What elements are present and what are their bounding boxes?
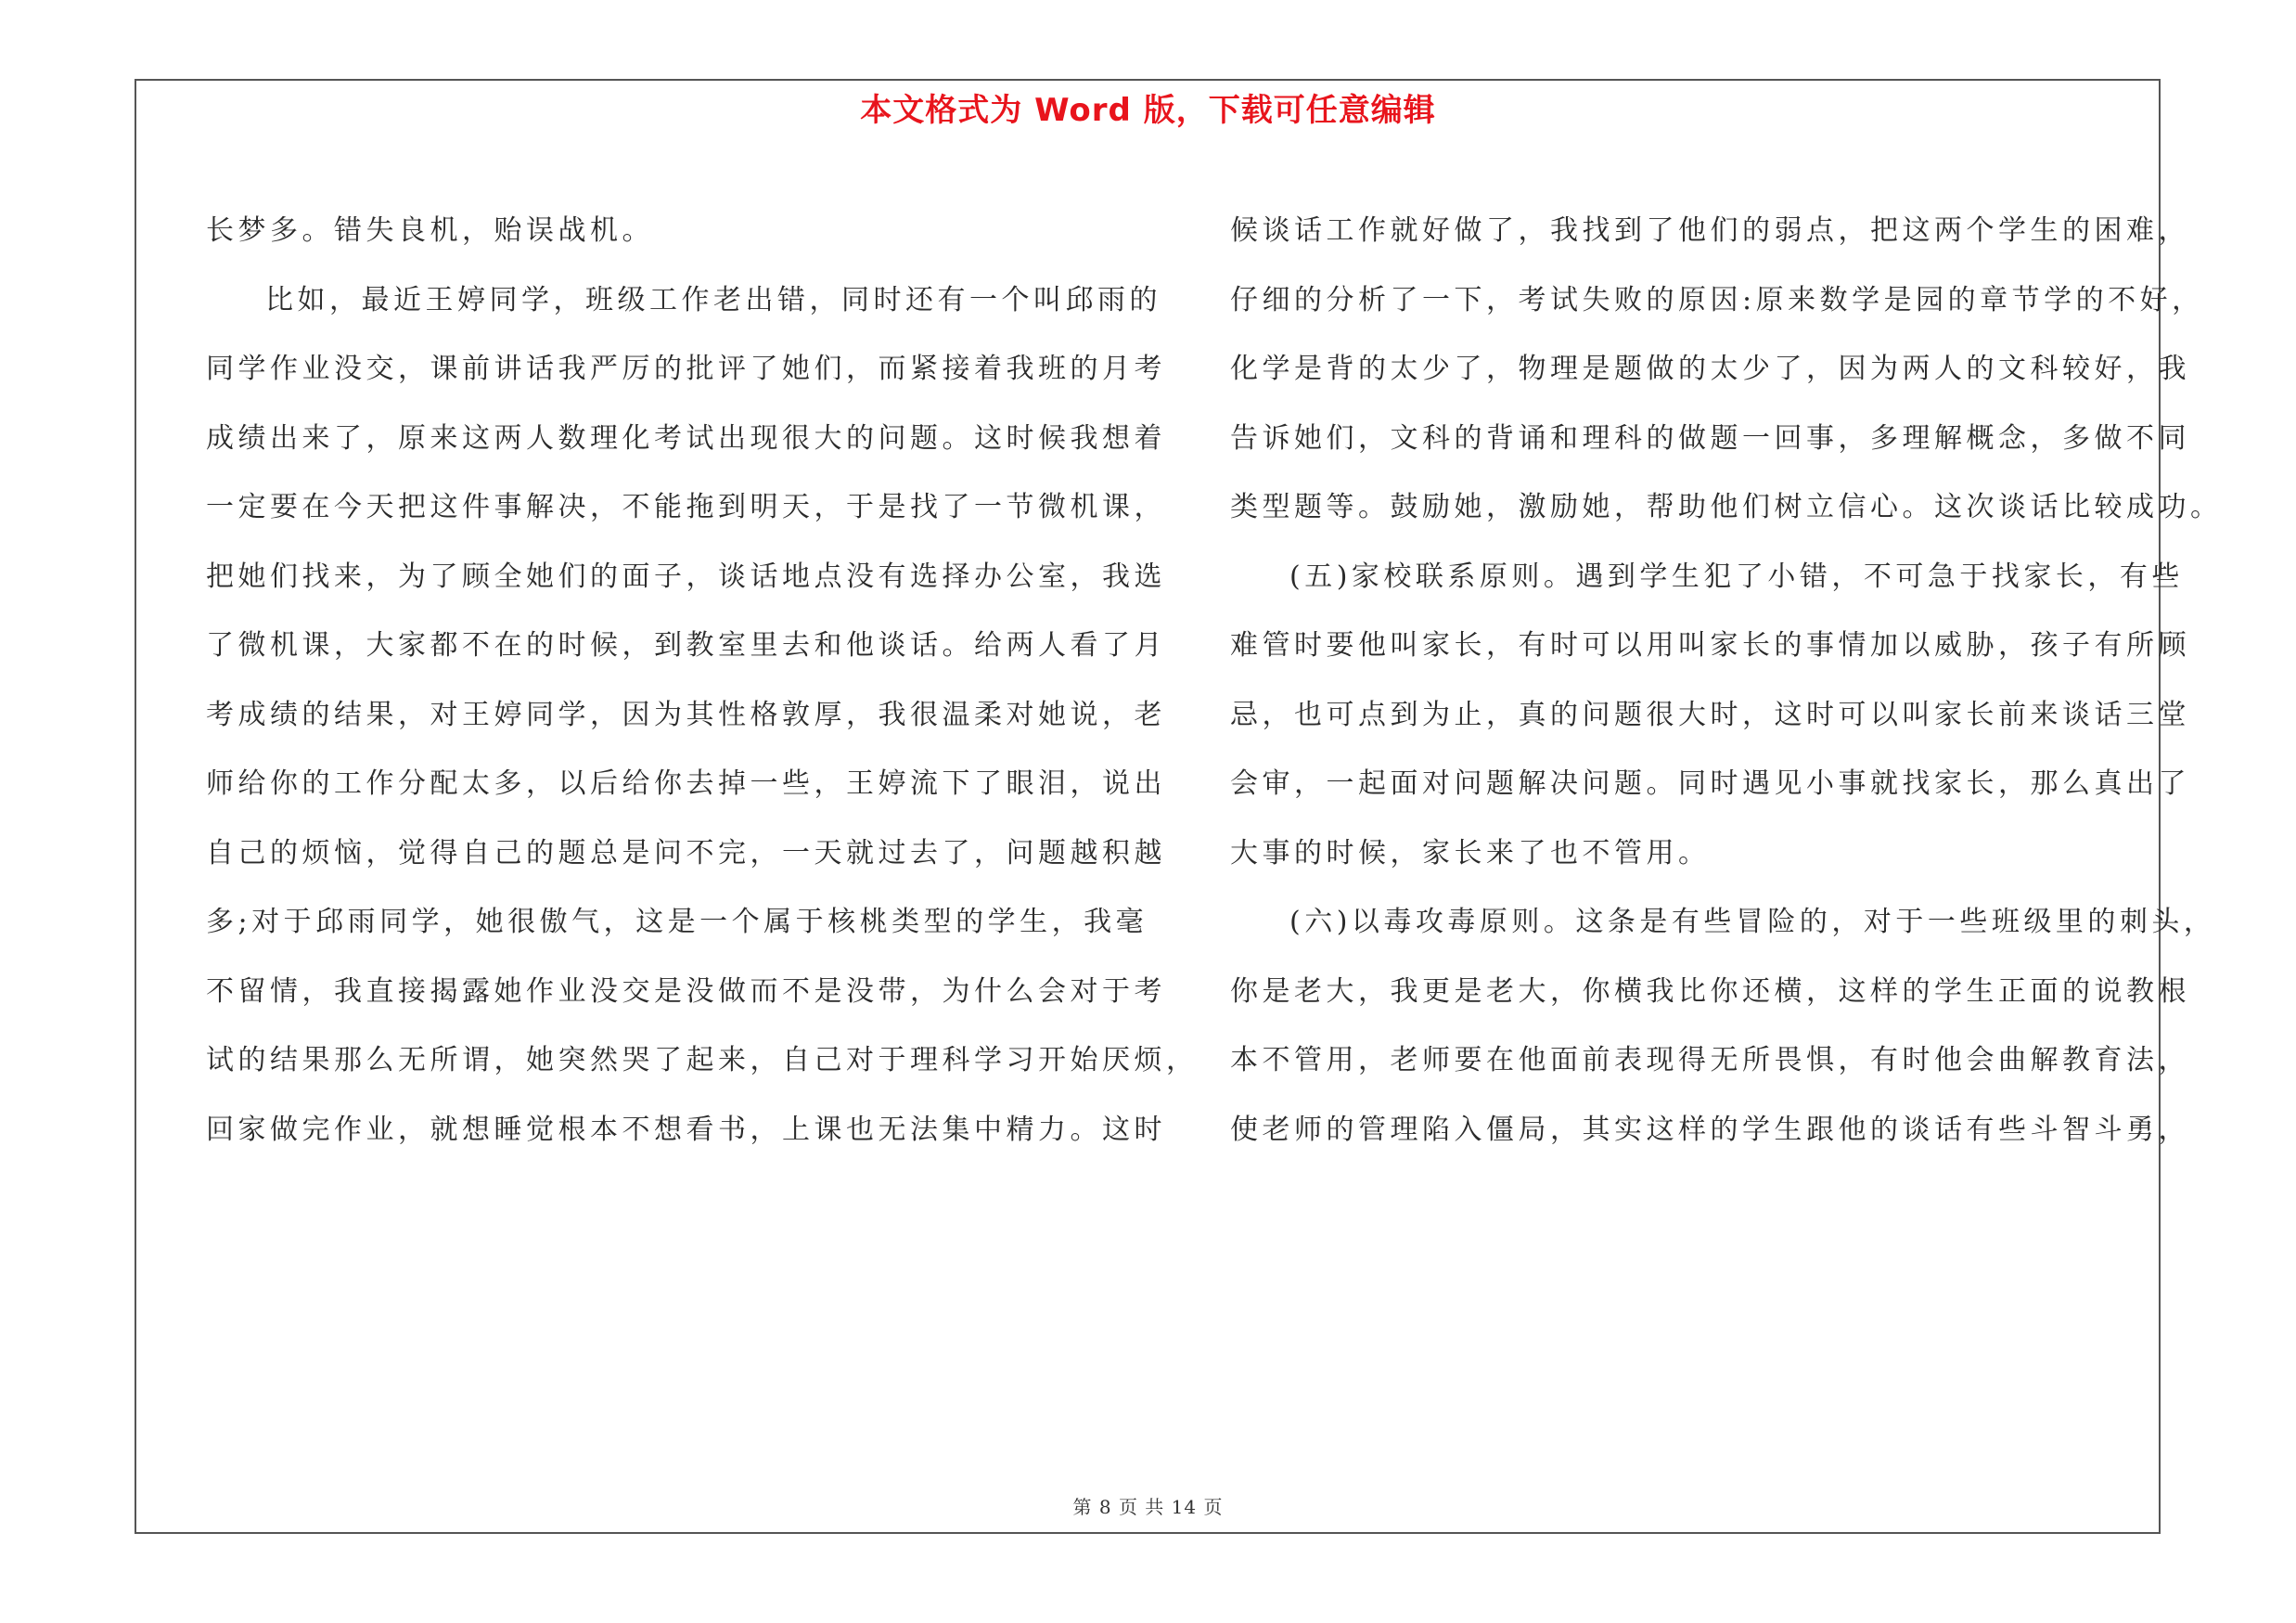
text-line: 师给你的工作分配太多，以后给你去掉一些，王婷流下了眼泪，说出 <box>206 767 1166 800</box>
text-line: 回家做完作业，就想睡觉根本不想看书，上课也无法集中精力。这时 <box>206 1113 1166 1146</box>
text-line: 不留情，我直接揭露她作业没交是没做而不是没带，为什么会对于考 <box>206 974 1166 1008</box>
right-text-column <box>1230 186 2223 1175</box>
paragraph-start-line: (六)以毒攻毒原则。这条是有些冒险的，对于一些班级里的刺头， <box>1289 906 2216 938</box>
paragraph-start-line: 比如，最近王婷同学，班级工作老出错，同时还有一个叫邱雨的 <box>265 283 1161 316</box>
text-line: 告诉她们，文科的背诵和理科的做题一回事，多理解概念，多做不同 <box>1230 421 2190 455</box>
text-line: 类型题等。鼓励她，激励她，帮助他们树立信心。这次谈话比较成功。 <box>1230 491 2223 523</box>
text-line: 长梦多。错失良机，贻误战机。 <box>206 214 654 247</box>
paragraph-start-line: (五)家校联系原则。遇到学生犯了小错，不可急于找家长，有些 <box>1289 560 2184 593</box>
text-line: 大事的时候，家长来了也不管用。 <box>1230 836 1711 869</box>
page-number-footer: 第 8 页 共 14 页 <box>1072 1496 1224 1518</box>
text-line: 会审，一起面对问题解决问题。同时遇见小事就找家长，那么真出了 <box>1230 767 2190 800</box>
text-line: 你是老大，我更是老大，你横我比你还横，这样的学生正面的说教根 <box>1230 974 2190 1008</box>
text-line: 仔细的分析了一下，考试失败的原因:原来数学是园的章节学的不好， <box>1230 283 2204 316</box>
text-line: 忌，也可点到为止，真的问题很大时，这时可以叫家长前来谈话三堂 <box>1230 698 2190 731</box>
document-banner: 本文格式为 Word 版，下载可任意编辑 <box>860 92 1436 129</box>
text-line: 使老师的管理陷入僵局，其实这样的学生跟他的谈话有些斗智斗勇， <box>1230 1113 2190 1146</box>
text-line: 考成绩的结果，对王婷同学，因为其性格敦厚，我很温柔对她说，老 <box>206 698 1166 731</box>
text-line: 一定要在今天把这件事解决，不能拖到明天，于是找了一节微机课， <box>206 491 1166 523</box>
text-line: 多;对于邱雨同学，她很傲气，这是一个属于核桃类型的学生，我毫 <box>206 906 1148 938</box>
text-line: 试的结果那么无所谓，她突然哭了起来，自己对于理科学习开始厌烦， <box>206 1044 1199 1076</box>
text-line: 把她们找来，为了顾全她们的面子，谈话地点没有选择办公室，我选 <box>206 560 1166 593</box>
text-line: 候谈话工作就好做了，我找到了他们的弱点，把这两个学生的困难， <box>1230 214 2190 247</box>
text-line: 自己的烦恼，觉得自己的题总是问不完，一天就过去了，问题越积越 <box>206 836 1166 869</box>
left-text-column <box>206 186 1199 1175</box>
text-line: 化学是背的太少了，物理是题做的太少了，因为两人的文科较好，我 <box>1230 353 2190 385</box>
text-line: 难管时要他叫家长，有时可以用叫家长的事情加以威胁，孩子有所顾 <box>1230 629 2190 662</box>
text-line: 成绩出来了，原来这两人数理化考试出现很大的问题。这时候我想着 <box>206 421 1166 455</box>
text-line: 同学作业没交，课前讲话我严厉的批评了她们，而紧接着我班的月考 <box>206 353 1166 385</box>
text-line: 了微机课，大家都不在的时候，到教室里去和他谈话。给两人看了月 <box>206 629 1166 662</box>
text-line: 本不管用，老师要在他面前表现得无所畏惧，有时他会曲解教育法， <box>1230 1044 2190 1076</box>
